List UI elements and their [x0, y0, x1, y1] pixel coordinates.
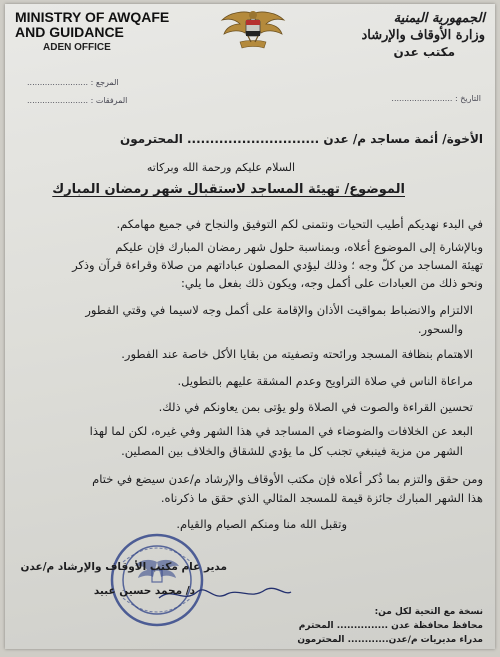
- attachments-field: [27, 96, 127, 105]
- office-name-ar: مكتب عدن: [393, 45, 455, 59]
- date-dots: ........................: [391, 94, 453, 103]
- header-english: [15, 10, 169, 55]
- subject-line: الموضوع/ تهيئة المساجد لاستقبال شهر رمضان المبارك: [52, 182, 405, 197]
- paragraph-3: تهيئة المساجد من كلّ وجه ؛ وذلك ليؤدي المصلون عباداتهم من صلاة وقراءة قرآن وذكر: [72, 258, 483, 272]
- closing-line-1: ومن حقق والتزم بما ذُكر أعلاه فإن مكتب الأوقاف والإرشاد م/عدن سيضع في ختام: [92, 472, 483, 486]
- copies-label: نسخة مع التحية لكل من:: [374, 607, 483, 617]
- list-item-1: الالتزام والانضباط بمواقيت الأذان والإقامة على أكمل وجه لاسيما في وقتي الفطور: [85, 303, 473, 317]
- greeting: السلام عليكم ورحمة الله وبركاته: [146, 161, 295, 174]
- closing-prayer: وتقبل الله منا ومنكم الصيام والقيام.: [176, 517, 347, 531]
- signatory-title: مدير عام مكتب الأوقاف والإرشاد م/عدن: [20, 561, 227, 573]
- attachments-dots: ........................: [27, 96, 89, 105]
- list-item-5-cont: الشهر من مزية فينبغي تجنب كل ما يؤدي للشقاق والخلاف بين المصلين.: [121, 444, 463, 458]
- reference-dots: ........................: [27, 78, 89, 87]
- closing-line-2: هذا الشهر المبارك جائزة قيمة للمسجد المثالي الذي حقق ما ذكرناه.: [160, 491, 483, 505]
- list-item-5: البعد عن الخلافات والضوضاء في المساجد في هذا الشهر وفي غيره، لكن لما لهذا: [89, 424, 473, 438]
- reference-field: [27, 78, 119, 87]
- reference-label: المرجع :: [90, 78, 119, 87]
- ministry-name-en-line1: MINISTRY OF AWQAFE: [15, 9, 170, 25]
- list-item-3: مراعاة الناس في صلاة التراويح وعدم المشقة عليهم بالتطويل.: [177, 374, 473, 388]
- date-field: [391, 94, 481, 103]
- paragraph-1: في البدء نهديكم أطيب التحيات ونتمنى لكم التوفيق والنجاح في جميع مهامكم.: [116, 217, 483, 231]
- copy-recipient-1: محافظ محافظة عدن ............... المحترم: [298, 621, 483, 631]
- signatory-name: د/ محمد حسين عبيد: [93, 585, 195, 597]
- ministry-name-en-line2: AND GUIDANCE: [15, 24, 124, 40]
- list-item-2: الاهتمام بنظافة المسجد ورائحته وتصفيته من بقايا الأكل خاصة عند الفطور.: [121, 347, 473, 361]
- paragraph-4: ونحو ذلك من العبادات على أكمل وجه، ويكون ذلك بفعل ما يلي:: [181, 276, 483, 290]
- ministry-name-ar: وزارة الأوقاف والإرشاد: [361, 28, 485, 43]
- copy-recipient-2: مدراء مديريات م/عدن............ المحترمون: [297, 635, 483, 645]
- republic-name-ar: الجمهورية اليمنية: [393, 11, 485, 26]
- paragraph-2: وبالإشارة إلى الموضوع أعلاه، وبمناسبة حلول شهر رمضان المبارك فإن عليكم: [115, 240, 483, 254]
- list-item-4: تحسين القراءة والصوت في الصلاة ولو يؤتى بمن يعاونكم في ذلك.: [158, 400, 473, 414]
- list-item-1-cont: والسحور.: [417, 322, 463, 336]
- attachments-label: المرفقات :: [90, 96, 128, 105]
- header-arabic: [362, 10, 486, 61]
- official-stamp-icon: [109, 532, 205, 628]
- eagle-emblem-icon: [218, 6, 288, 58]
- letter-page: [5, 4, 495, 649]
- date-label: التاريخ :: [454, 94, 481, 103]
- salutation-line: الأخوة/ أئمة مساجد م/ عدن ............................. المحترمون: [119, 132, 483, 146]
- office-name-en: ADEN OFFICE: [43, 42, 111, 53]
